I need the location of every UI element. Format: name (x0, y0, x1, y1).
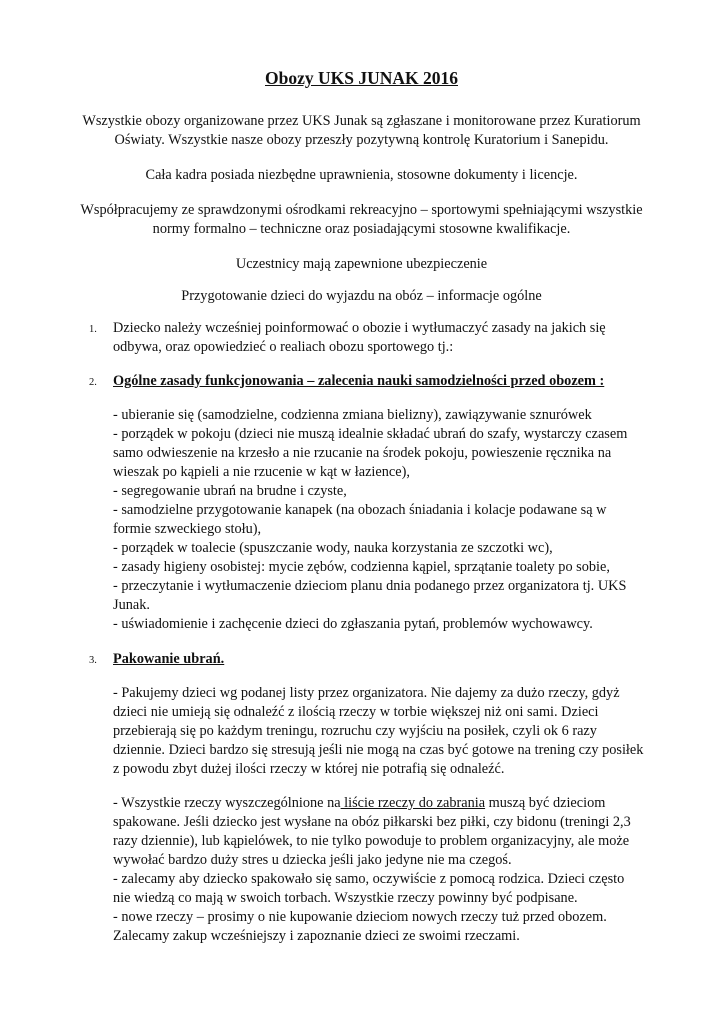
link-line-before: - Wszystkie rzeczy wyszczególnione na (113, 795, 341, 811)
item-3-line: razy dziennie), lub kąpielówek, to nie tylko powoduje to problem organizacyjny, ale może (113, 833, 630, 849)
intro-line: Uczestnicy mają zapewnione ubezpieczenie (235, 256, 488, 272)
item-3-line: - nowe rzeczy – prosimy o nie kupowanie dzieciom nowych rzeczy tuż przed obozem. (113, 909, 607, 925)
item-2-line: samo odwieszenie na krzesło a nie rzucanie na środek pokoju, powieszenie ręcznika na (113, 445, 612, 461)
item-3-line: Zalecamy zakup wcześniejszy i zapoznanie dzieci ze swoimi rzeczami. (113, 928, 520, 944)
intro-paragraph-1 (70, 112, 653, 150)
item-3-line: z powodu zbyt dużej ilości rzeczy w której nie potrafią się odnaleźć. (113, 761, 505, 777)
item-3-line: przebierają się po każdym treningu, rozruchu czy wyjściu na posiłek, czyli ok 6 razy (113, 723, 597, 739)
intro-paragraph-5 (70, 287, 653, 306)
item-3-line: dziennie. Dzieci bardzo się stresują jeśli nie mogą na czas być gotowe na trening czy posiłek (113, 742, 644, 758)
intro-line: normy formalno – techniczne oraz posiadającymi stosowne kwalifikacje. (152, 221, 571, 237)
item-2-line: - zasady higieny osobistej: mycie zębów, codzienna kąpiel, sprzątanie toalety po sobie, (113, 559, 610, 575)
item-2-line: - porządek w pokoju (dzieci nie muszą idealnie składać ubrań do szafy, wystarczy czasem (113, 426, 628, 442)
item-2-line: - porządek w toalecie (spuszczanie wody, nauka korzystania ze szczotki wc), (113, 540, 553, 556)
item-2-line: - segregowanie ubrań na brudne i czyste, (113, 483, 347, 499)
intro-line: Wszystkie obozy organizowane przez UKS Junak są zgłaszane i monitorowane przez Kuratiorum (82, 113, 641, 129)
intro-line: Oświaty. Wszystkie nasze obozy przeszły pozytywną kontrolę Kuratorium i Sanepidu. (114, 132, 609, 148)
item-2-heading: Ogólne zasady funkcjonowania – zalecenia nauki samodzielności przed obozem : (113, 373, 605, 389)
link-line-after: muszą być dzieciom (485, 795, 606, 811)
intro-paragraph-2 (70, 166, 653, 185)
item-2-line: formie szweckiego stołu), (113, 521, 262, 537)
item-1-line: odbywa, oraz opowiedzieć o realiach obozu sportowego tj.: (113, 339, 454, 355)
intro-line: Cała kadra posiada niezbędne uprawnienia, stosowne dokumenty i licencje. (145, 167, 578, 183)
item-number: 3. (89, 655, 97, 666)
item-3-line: spakowane. Jeśli dziecko jest wysłane na obóz piłkarski bez piłki, czy bidonu (treningi 2,3 (113, 814, 631, 830)
intro-paragraph-3 (70, 201, 653, 239)
item-3-line: dzieci nie umieją się odnaleźć z ilością rzeczy w torbie większej niż oni sami. Dzieci (113, 704, 599, 720)
intro-line: Współpracujemy ze sprawdzonymi ośrodkami rekreacyjno – sportowymi spełniającymi wszystkie (80, 202, 643, 218)
item-2-line: - uświadomienie i zachęcenie dzieci do zgłaszania pytań, problemów wychowawcy. (113, 616, 593, 632)
item-3-link-line (113, 794, 605, 813)
intro-line: Przygotowanie dzieci do wyjazdu na obóz – informacje ogólne (181, 288, 542, 304)
item-number: 1. (89, 324, 97, 335)
document-title: Obozy UKS JUNAK 2016 (265, 68, 458, 88)
item-2-line: - samodzielne przygotowanie kanapek (na obozach śniadania i kolacje podawane są w (113, 502, 607, 518)
item-3-line: nie wiedzą co mają w swoich torbach. Wszystkie rzeczy powinny być podpisane. (113, 890, 578, 906)
item-3-heading: Pakowanie ubrań. (113, 651, 225, 667)
item-2-line: - ubieranie się (samodzielne, codzienna zmiana bielizny), zawiązywanie sznurówek (113, 407, 592, 423)
item-3-line: wywołać bardzo duży stres u dziecka jeśli jako jedyne nie ma czegoś. (113, 852, 512, 868)
items-list-link[interactable]: liście rzeczy do zabrania (340, 795, 486, 811)
item-2-line: Junak. (113, 597, 150, 613)
item-3-line: - zalecamy aby dziecko spakowało się samo, oczywiście z pomocą rodzica. Dzieci często (113, 871, 625, 887)
item-2-line: wieszak po kąpieli a nie rzucenie w kąt w łazience), (113, 464, 410, 480)
item-number: 2. (89, 377, 97, 388)
item-2-line: - przeczytanie i wytłumaczenie dzieciom planu dnia podanego przez organizatora tj. UKS (113, 578, 627, 594)
item-3-line: - Pakujemy dzieci wg podanej listy przez organizatora. Nie dajemy za dużo rzeczy, gdyż (113, 685, 620, 701)
intro-paragraph-4 (70, 255, 653, 274)
item-1-line: Dziecko należy wcześniej poinformować o obozie i wytłumaczyć zasady na jakich się (113, 320, 606, 336)
